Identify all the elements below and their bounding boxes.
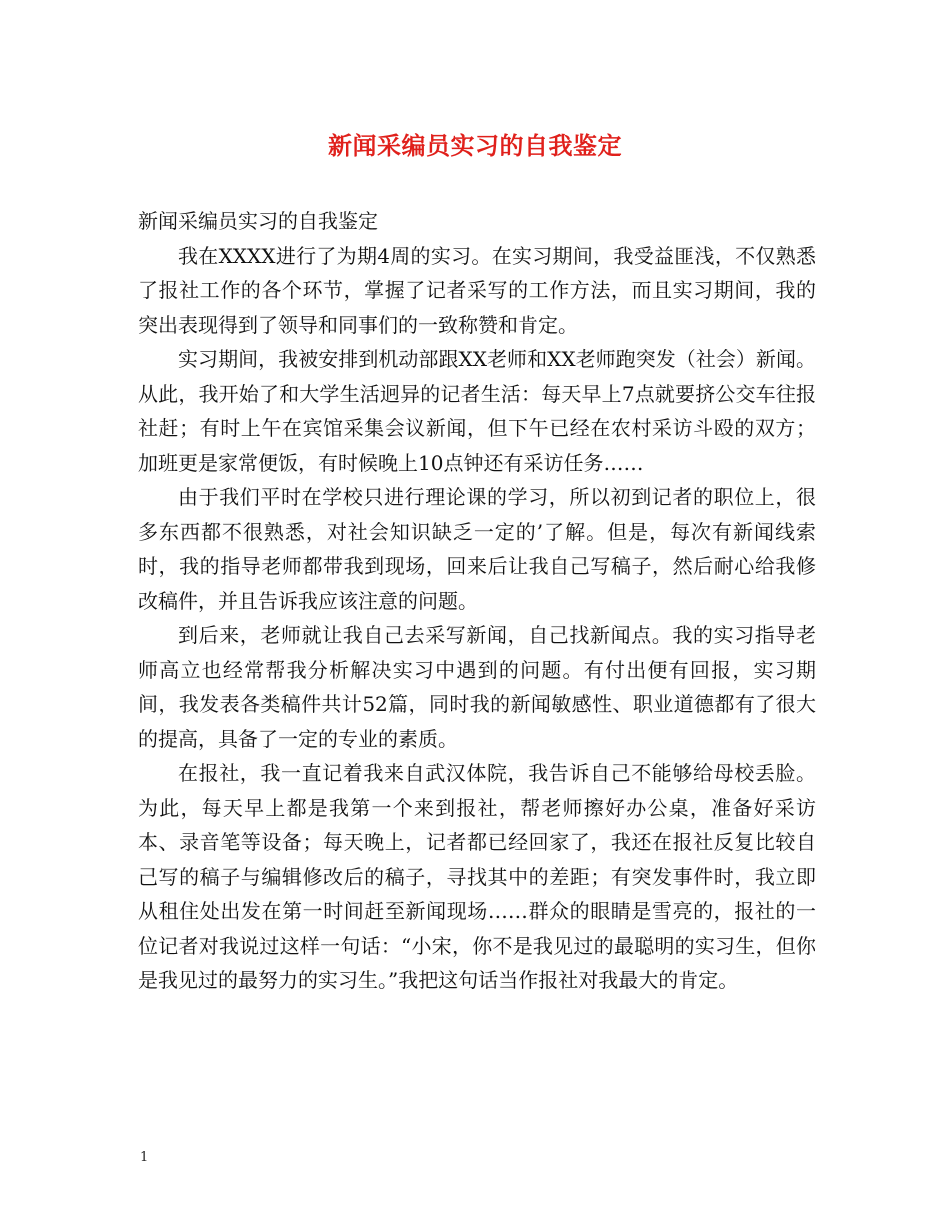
page-number: 1 <box>140 1150 149 1165</box>
paragraph: 实习期间，我被安排到机动部跟XX老师和XX老师跑突发（社会）新闻。从此，我开始了和大学生活迥异的记者生活：每天早上7点就要挤公交车往报社赶；有时上午在宾馆采集会议新闻，但下午已经在农村采访斗殴的双方；加班更是家常便饭，有时候晚上10点钟还有采访任务…… <box>138 347 816 475</box>
document-subtitle: 新闻采编员实习的自我鉴定 <box>138 209 378 233</box>
paragraph: 在报社，我一直记着我来自武汉体院，我告诉自己不能够给母校丢脸。为此，每天早上都是我第一个来到报社，帮老师擦好办公桌，准备好采访本、录音笔等设备；每天晚上，记者都已经回家了，我还在报社反复比较自己写的稿子与编辑修改后的稿子，寻找其中的差距；有突发事件时，我立即从租住处出发在第一时间赶至新闻现场……群众的眼睛是雪亮的，报社的一位记者对我说过这样一句话：“小宋，你不是我见过的最聪明的实习生，但你是我见过的最努力的实习生。”我把这句话当作报社对我最大的肯定。 <box>138 761 816 992</box>
paragraph: 由于我们平时在学校只进行理论课的学习，所以初到记者的职位上，很多东西都不很熟悉，对社会知识缺乏一定的’了解。但是，每次有新闻线索时，我的指导老师都带我到现场，回来后让我自己写稿子，然后耐心给我修改稿件，并且告诉我应该注意的问题。 <box>138 485 816 613</box>
document-body <box>138 204 816 998</box>
paragraph: 我在XXXX进行了为期4周的实习。在实习期间，我受益匪浅，不仅熟悉了报社工作的各个环节，掌握了记者采写的工作方法，而且实习期间，我的突出表现得到了领导和同事们的一致称赞和肯定。 <box>138 243 816 337</box>
document-title: 新闻采编员实习的自我鉴定 <box>328 131 622 160</box>
paragraph: 到后来，老师就让我自己去采写新闻，自己找新闻点。我的实习指导老师高立也经常帮我分析解决实习中遇到的问题。有付出便有回报，实习期间，我发表各类稿件共计52篇，同时我的新闻敏感性、职业道德都有了很大的提高，具备了一定的专业的素质。 <box>138 623 816 751</box>
